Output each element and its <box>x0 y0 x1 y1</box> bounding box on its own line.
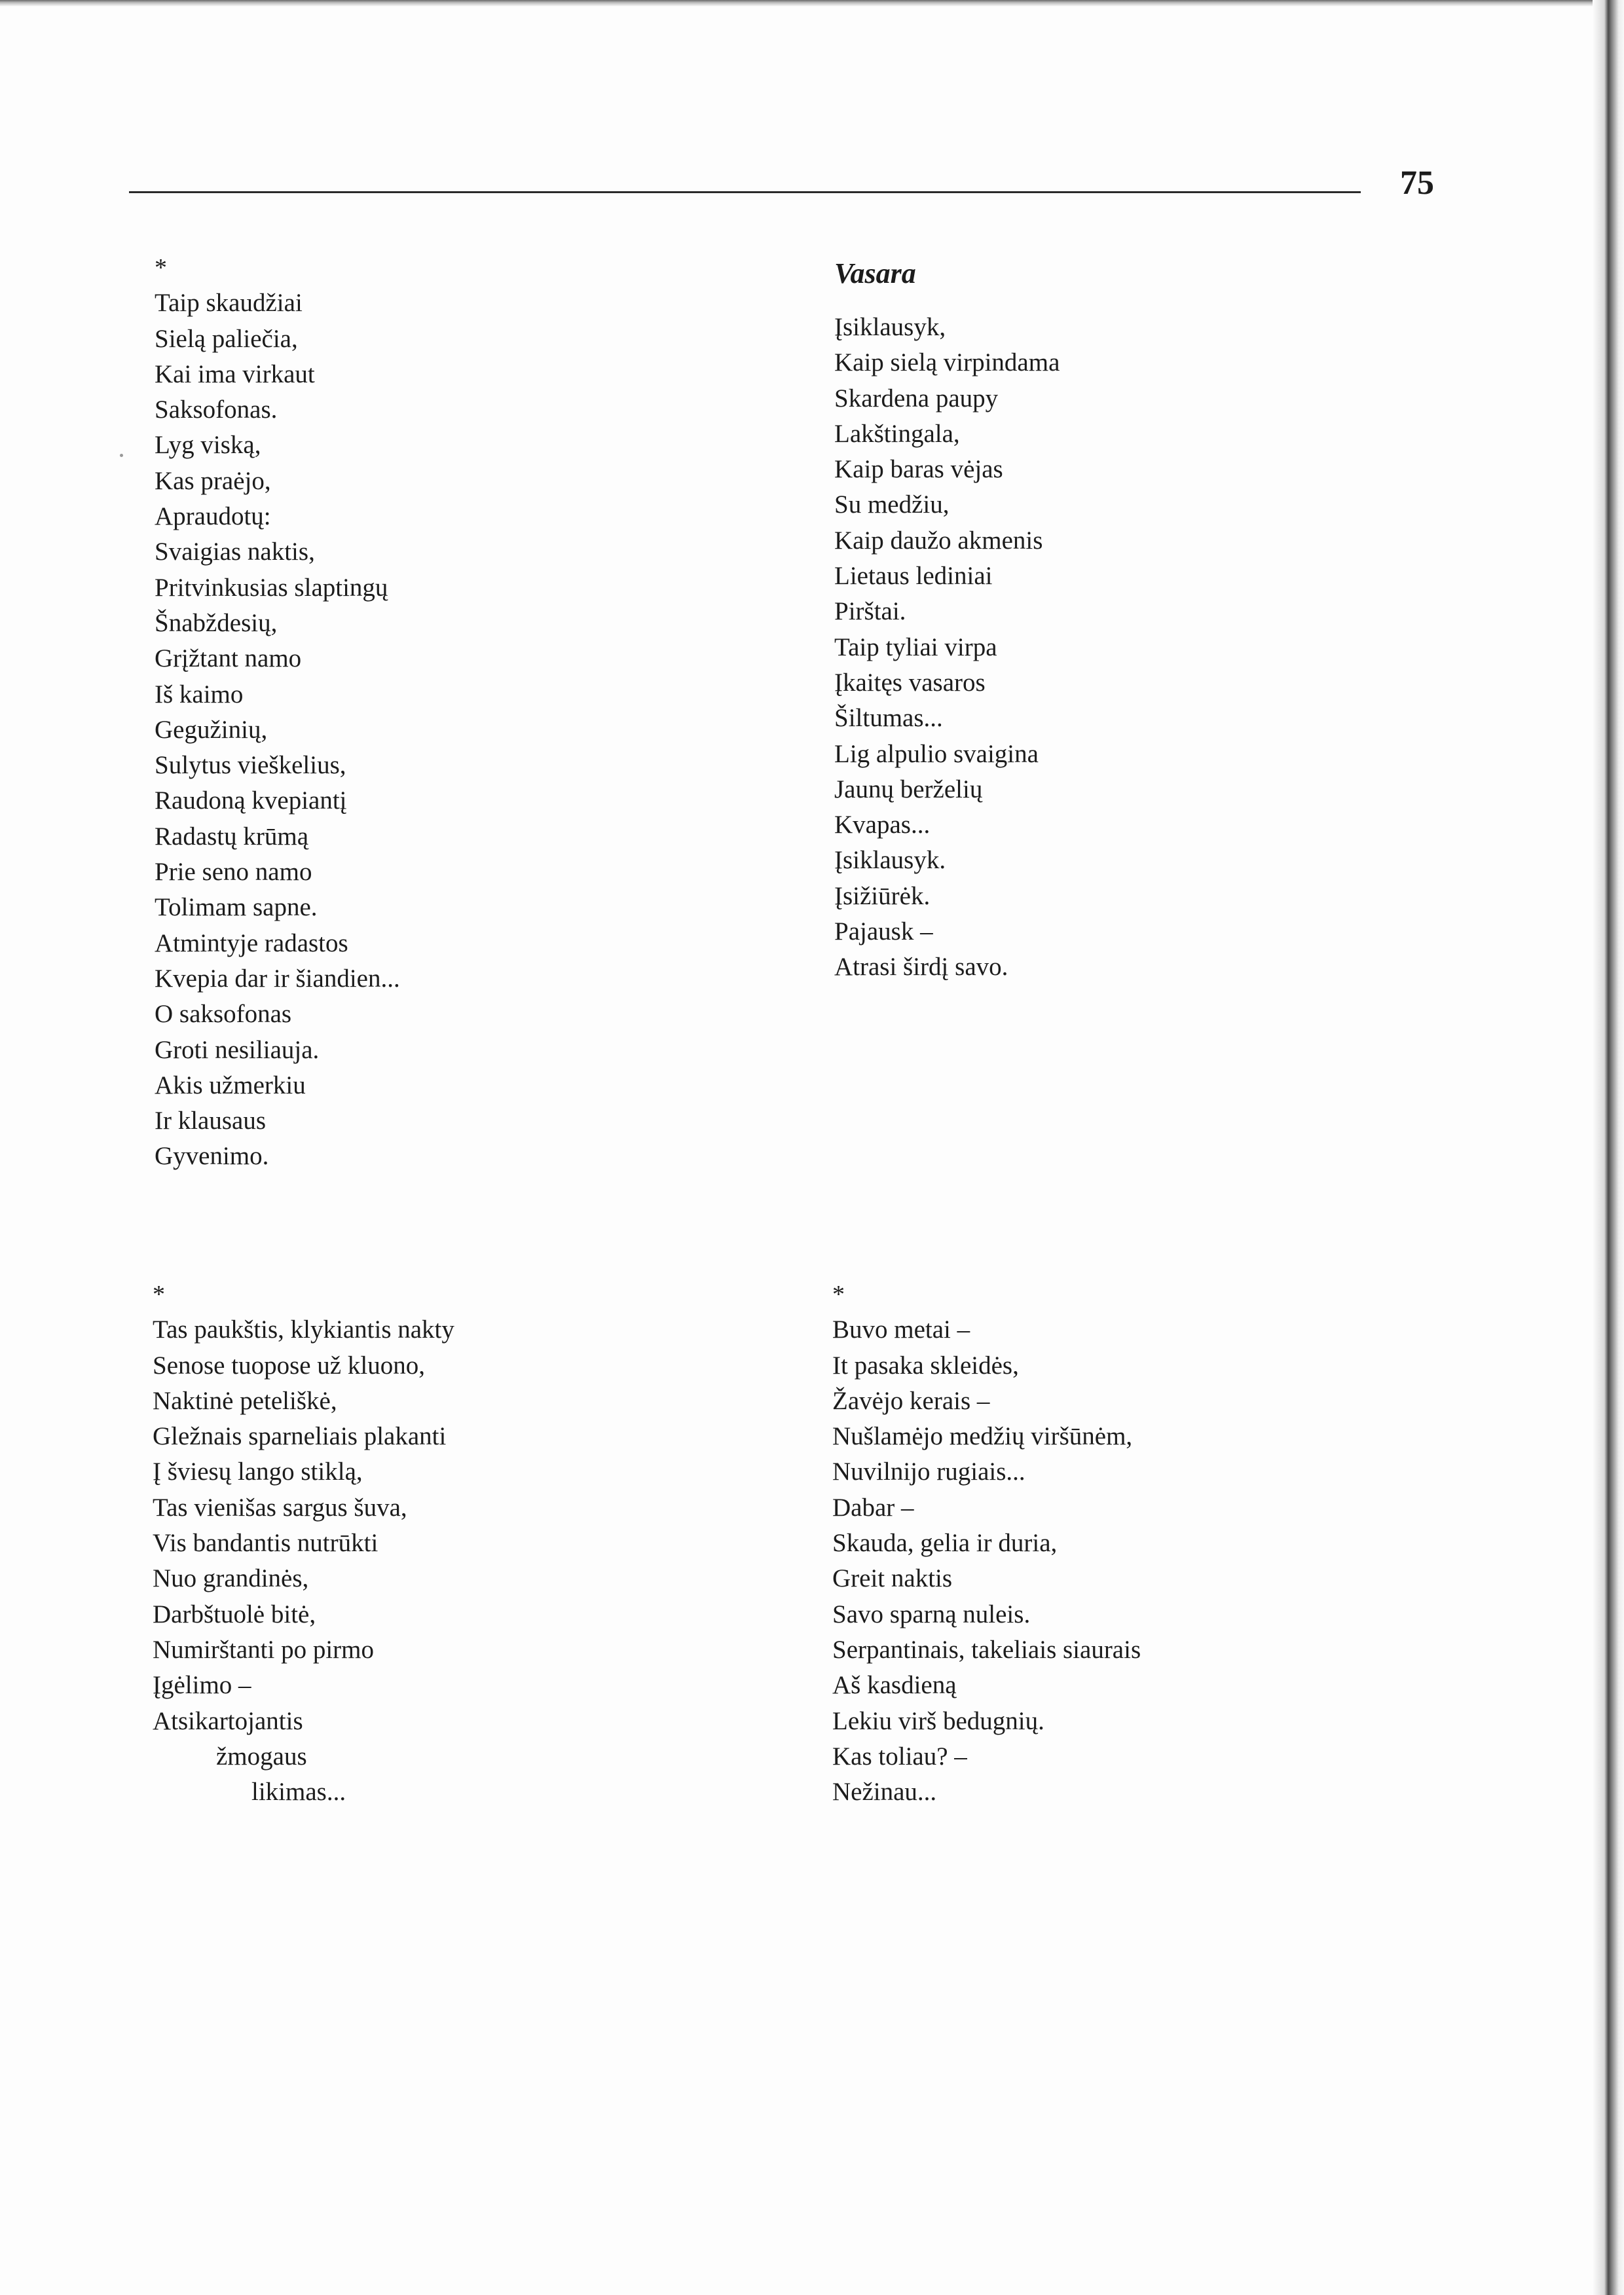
poem-line: Jaunų berželių <box>834 775 983 803</box>
poem-line: Senose tuopose už kluono, <box>153 1351 425 1380</box>
poem-line: likimas... <box>251 1778 346 1807</box>
scan-edge-right <box>1593 0 1624 2295</box>
poem-line: Lietaus lediniai <box>834 562 993 591</box>
poem-buvo-metai <box>832 1277 1141 1810</box>
poem-saksofonas <box>155 250 400 1175</box>
poem-line: Kaip daužo akmenis <box>834 526 1043 555</box>
poem-line: Saksofonas. <box>155 395 278 424</box>
poem-line: Atsikartojantis <box>153 1706 303 1735</box>
poem-line: Kaip sielą virpindama <box>834 348 1060 377</box>
poem-marker: * <box>832 1281 845 1308</box>
poem-line: Svaigias naktis, <box>155 538 315 566</box>
poem-line: Taip tyliai virpa <box>834 633 997 661</box>
poem-line: Grįžtant namo <box>155 644 302 673</box>
poem-line: Groti nesiliauja. <box>155 1035 320 1064</box>
page-number: 75 <box>1400 164 1434 202</box>
poem-line: Serpantinais, takeliais siaurais <box>832 1635 1141 1664</box>
poem-line: Tas paukštis, klykiantis nakty <box>153 1315 454 1344</box>
poem-line: Lekiu virš bedugnių. <box>832 1706 1044 1735</box>
poem-line: Kvepia dar ir šiandien... <box>155 964 400 993</box>
poem-line: Skardena paupy <box>834 384 999 413</box>
poem-line: Atrasi širdį savo. <box>834 953 1008 982</box>
poem-line: Kas toliau? – <box>832 1742 967 1771</box>
poem-line: Nežinau... <box>832 1778 937 1807</box>
poem-line: Įkaitęs vasaros <box>834 668 986 697</box>
poem-line: Gyvenimo. <box>155 1142 269 1171</box>
poem-line: Įsiklausyk. <box>834 846 946 875</box>
poem-line: Akis užmerkiu <box>155 1071 306 1099</box>
poem-line: Dabar – <box>832 1493 914 1522</box>
poem-line: žmogaus <box>216 1742 307 1771</box>
poem-line: Pirštai. <box>834 597 906 626</box>
poem-line: Savo sparną nuleis. <box>832 1600 1031 1628</box>
poem-line: Šnabždesių, <box>155 608 278 637</box>
poem-line: Įsižiūrėk. <box>834 881 931 910</box>
poem-line: Kai ima virkaut <box>155 359 315 388</box>
poem-line: Įsiklausyk, <box>834 313 946 341</box>
poem-line: Šiltumas... <box>834 704 943 733</box>
poem-likimas <box>153 1277 454 1810</box>
poem-line: Atmintyje radastos <box>155 928 348 957</box>
poem-line: Gležnais sparneliais plakanti <box>153 1422 447 1451</box>
poem-line: Sulytus vieškelius, <box>155 751 346 780</box>
poem-line: Sielą paliečia, <box>155 324 298 353</box>
poem-line: Iš kaimo <box>155 680 244 708</box>
poem-line: Apraudotų: <box>155 502 271 531</box>
poem-line: Kas praėjo, <box>155 466 271 495</box>
poem-marker: * <box>153 1281 165 1308</box>
poem-line: Tolimam sapne. <box>155 893 318 922</box>
poem-line: Darbštuolė bitė, <box>153 1600 316 1628</box>
poem-line: It pasaka skleidės, <box>832 1351 1019 1380</box>
poem-line: Gegužinių, <box>155 715 268 744</box>
poem-marker: * <box>155 254 167 282</box>
scan-speck <box>120 454 123 457</box>
poem-line: O saksofonas <box>155 1000 292 1029</box>
poem-line: Lyg viską, <box>155 431 261 460</box>
poem-line: Raudoną kvepiantį <box>155 786 347 815</box>
poem-line: Įgėlimo – <box>153 1671 251 1700</box>
poem-vasara <box>834 256 1060 985</box>
poem-line: Lakštingala, <box>834 419 960 448</box>
poem-line: Ir klausaus <box>155 1107 267 1135</box>
poem-line: Prie seno namo <box>155 858 312 887</box>
poem-line: Kvapas... <box>834 811 931 839</box>
poem-line: Kaip baras vėjas <box>834 455 1003 484</box>
poem-line: Su medžiu, <box>834 490 950 519</box>
poem-line: Taip skaudžiai <box>155 289 303 318</box>
poem-line: Į šviesų lango stiklą, <box>153 1458 363 1486</box>
scan-edge-top <box>0 0 1598 7</box>
poem-line: Buvo metai – <box>832 1315 970 1344</box>
poem-line: Žavėjo kerais – <box>832 1386 990 1415</box>
poem-line: Radastų krūmą <box>155 822 309 851</box>
poem-line: Greit naktis <box>832 1564 953 1593</box>
poem-line: Lig alpulio svaigina <box>834 739 1039 768</box>
poem-line: Nušlamėjo medžių viršūnėm, <box>832 1422 1133 1451</box>
poem-line: Numirštanti po pirmo <box>153 1635 374 1664</box>
poem-line: Skauda, gelia ir duria, <box>832 1529 1058 1558</box>
poem-line: Pritvinkusias slaptingų <box>155 573 388 602</box>
poem-line: Nuvilnijo rugiais... <box>832 1458 1025 1486</box>
poem-line: Pajausk – <box>834 917 933 946</box>
poem-line: Naktinė peteliškė, <box>153 1386 337 1415</box>
poem-line: Vis bandantis nutrūkti <box>153 1529 378 1558</box>
poem-title: Vasara <box>834 257 916 289</box>
header-rule <box>129 191 1361 193</box>
poem-line: Nuo grandinės, <box>153 1564 309 1593</box>
poem-line: Aš kasdieną <box>832 1671 957 1700</box>
poem-line: Tas vienišas sargus šuva, <box>153 1493 407 1522</box>
